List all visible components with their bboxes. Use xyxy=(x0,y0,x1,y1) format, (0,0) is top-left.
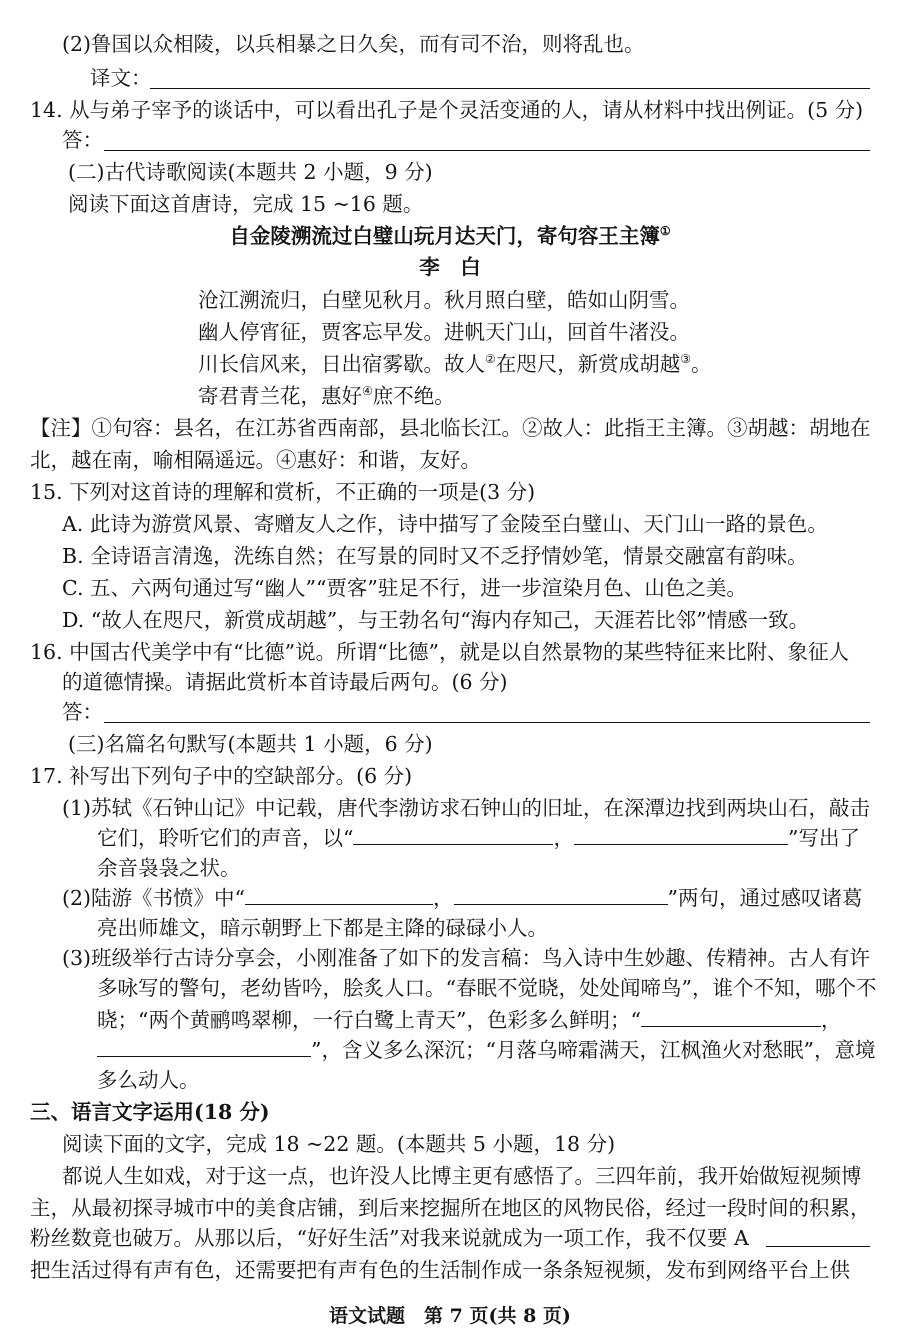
poem-line-2: 幽人停宵征，贾客忘早发。进帆天门山，回首牛渚没。 xyxy=(198,320,690,344)
q17-2-blank-1[interactable] xyxy=(245,884,433,905)
note-marker-3: ③ xyxy=(680,352,692,367)
poem-notes-line-2: 北，越在南，喻相隔遥远。④惠好：和谐，友好。 xyxy=(30,448,481,472)
poem-line-1: 沧江溯流归，白壁见秋月。秋月照白壁，皓如山阴雪。 xyxy=(198,288,690,312)
poem-line-3-part-c: 。 xyxy=(691,352,712,376)
q17-3-blank-2[interactable] xyxy=(97,1036,311,1057)
q15-option-b[interactable]: B. 全诗语言清逸，洗练自然；在写景的同时又不乏抒情妙笔，情景交融富有韵味。 xyxy=(62,544,808,568)
q17-3-comma: ， xyxy=(820,1008,842,1032)
language-section-heading: 三、语言文字运用(18 分) xyxy=(30,1100,270,1124)
q17-2-line-2: 亮出师雄文，暗示朝野上下都是主降的碌碌小人。 xyxy=(97,916,548,940)
q17-question: 17. 补写出下列句子中的空缺部分。(6 分) xyxy=(30,764,413,788)
poetry-instruction: 阅读下面这首唐诗，完成 15 ~16 题。 xyxy=(68,192,424,216)
q14-question: 14. 从与弟子宰予的谈话中，可以看出孔子是个灵活变通的人，请从材料中找出例证。(5 分) xyxy=(30,98,864,122)
note-marker-2: ② xyxy=(485,352,496,367)
poetry-section-heading: (二)古代诗歌阅读(本题共 2 小题，9 分) xyxy=(68,160,433,184)
page-footer: 语文试题 第 7 页(共 8 页) xyxy=(329,1305,571,1327)
q17-1-line-2-text-b: ”写出了 xyxy=(787,826,860,850)
q17-1-line-2-text-a: 它们，聆听它们的声音，以“ xyxy=(97,826,354,850)
q17-3-blank-1[interactable] xyxy=(641,1006,821,1027)
q16-question-line-1: 16. 中国古代美学中有“比德”说。所谓“比德”，就是以自然景物的某些特征来比附、象征人 xyxy=(30,640,850,664)
q17-1-line-1: (1)苏轼《石钟山记》中记载，唐代李渤访求石钟山的旧址，在深潭边找到两块山石，敲击 xyxy=(62,796,871,820)
poem-line-4-part-a: 寄君青兰花，惠好 xyxy=(198,384,362,408)
q17-3-line-5: 多么动人。 xyxy=(97,1068,200,1092)
language-section-instruction: 阅读下面的文字，完成 18 ~22 题。(本题共 5 小题，18 分) xyxy=(62,1132,616,1156)
q17-3-line-4 xyxy=(97,1036,875,1064)
poem-title xyxy=(0,222,900,250)
q17-1-blank-1[interactable] xyxy=(353,824,553,845)
q13-2-sentence: (2)鲁国以众相陵，以兵相暴之日久矣，而有司不治，则将乱也。 xyxy=(62,32,645,56)
dictation-section-heading: (三)名篇名句默写(本题共 1 小题，6 分) xyxy=(68,732,433,756)
q14-answer-line[interactable] xyxy=(104,150,870,151)
passage-line-2: 主，从最初探寻城市中的美食店铺，到后来挖掘所在地区的风物民俗，经过一段时间的积累， xyxy=(30,1196,871,1220)
q15-option-d[interactable]: D. “故人在咫尺，新赏成胡越”，与王勃名句“海内存知己，天涯若比邻”情感一致。 xyxy=(62,608,810,632)
poem-line-3-part-a: 川长信风来，日出宿雾歇。故人 xyxy=(198,352,485,376)
q17-2-blank-2[interactable] xyxy=(454,884,668,905)
poem-line-4 xyxy=(198,382,455,410)
q17-1-line-2 xyxy=(97,824,860,852)
poem-title-note-marker: ① xyxy=(659,224,671,239)
translation-label: 译文： xyxy=(90,66,152,90)
passage-line-1: 都说人生如戏，对于这一点，也许没人比博主更有感悟了。三四年前，我开始做短视频博 xyxy=(62,1164,862,1188)
q17-3-line-3 xyxy=(97,1006,841,1034)
q17-2-line-1-text-a: (2)陆游《书愤》中“ xyxy=(62,886,246,910)
q17-3-line-1: (3)班级举行古诗分享会，小刚准备了如下的发言稿：鸟入诗中生妙趣、传精神。古人有许 xyxy=(62,946,871,970)
poem-notes-line-1: 【注】①句容：县名，在江苏省西南部，县北临长江。②故人：此指王主簿。③胡越：胡地在 xyxy=(30,416,871,440)
note-marker-4: ④ xyxy=(362,384,373,399)
poem-line-3 xyxy=(198,350,712,378)
q15-option-a[interactable]: A. 此诗为游赏风景、寄赠友人之作，诗中描写了金陵至白璧山、天门山一路的景色。 xyxy=(62,512,828,536)
poem-author: 李 白 xyxy=(419,255,481,279)
q17-3-line-2: 多咏写的警句，老幼皆吟，脍炙人口。“春眠不觉晓，处处闻啼鸟”，谁个不知，哪个不 xyxy=(97,976,877,1000)
passage-blank-a[interactable] xyxy=(766,1246,870,1247)
poem-line-3-part-b: 在咫尺，新赏成胡越 xyxy=(495,352,681,376)
q14-answer-label: 答： xyxy=(62,128,103,152)
q16-question-line-2: 的道德情操。请据此赏析本首诗最后两句。(6 分) xyxy=(62,670,508,694)
q17-1-blank-2[interactable] xyxy=(574,824,788,845)
q15-option-c[interactable]: C. 五、六两句通过写“幽人”“贾客”驻足不行，进一步渲染月色、山色之美。 xyxy=(62,576,747,600)
translation-answer-line[interactable] xyxy=(150,88,870,89)
q17-2-comma: ， xyxy=(433,886,454,910)
q17-1-comma: ， xyxy=(553,826,574,850)
passage-line-3: 粉丝数竟也破万。从那以后，“好好生活”对我来说就成为一项工作，我不仅要 A xyxy=(30,1226,749,1250)
poem-line-4-part-b: 庶不绝。 xyxy=(372,384,455,408)
passage-line-4: 把生活过得有声有色，还需要把有声有色的生活制作成一条条短视频，发布到网络平台上供 xyxy=(30,1258,850,1282)
poem-title-text: 自金陵溯流过白璧山玩月达天门，寄句容王主簿 xyxy=(229,224,660,248)
q16-answer-label: 答： xyxy=(62,700,103,724)
q17-3-line-4-text: ”，含义多么深沉；“月落乌啼霜满天，江枫渔火对愁眠”，意境 xyxy=(311,1038,876,1062)
q17-2-line-1 xyxy=(62,884,863,912)
q16-answer-line[interactable] xyxy=(104,722,870,723)
q15-question: 15. 下列对这首诗的理解和赏析，不正确的一项是(3 分) xyxy=(30,480,536,504)
q17-2-line-1-text-b: ”两句，通过感叹诸葛 xyxy=(667,886,863,910)
q17-3-line-3-text-a: 晓；“两个黄鹂鸣翠柳，一行白鹭上青天”，色彩多么鲜明；“ xyxy=(97,1008,641,1032)
q17-1-line-3: 余音袅袅之状。 xyxy=(97,856,241,880)
